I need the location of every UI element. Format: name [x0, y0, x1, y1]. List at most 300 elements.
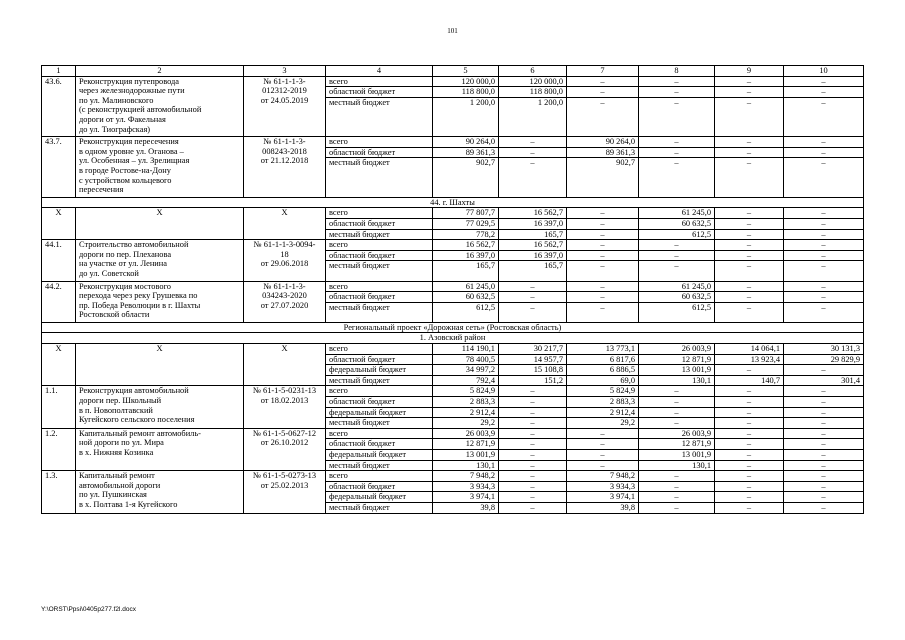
- amount-cell: 26 003,9: [639, 428, 715, 439]
- amount-cell: 12 871,9: [433, 439, 499, 450]
- amount-cell: –: [784, 97, 864, 136]
- expertise-code-line: № 61-1-1-3-: [263, 76, 306, 86]
- amount-cell: –: [499, 397, 567, 408]
- column-number: 3: [244, 66, 326, 77]
- item-number: Х: [42, 344, 76, 386]
- funding-source: областной бюджет: [326, 292, 433, 303]
- expertise-code-line: № 61-1-5-0231-13: [252, 386, 317, 396]
- amount-cell: –: [715, 147, 784, 158]
- expertise-code-line: 012312-2019: [262, 86, 307, 96]
- column-number: 7: [567, 66, 639, 77]
- amount-cell: –: [715, 418, 784, 429]
- amount-cell: –: [499, 460, 567, 471]
- funding-source: местный бюджет: [326, 261, 433, 281]
- object-name-line: Реконструкция мостового: [79, 281, 171, 291]
- object-name-line: Ростовской области: [79, 310, 150, 320]
- amount-cell: 12 871,9: [639, 439, 715, 450]
- amount-cell: –: [784, 450, 864, 461]
- funding-source: всего: [326, 281, 433, 292]
- column-number: 4: [326, 66, 433, 77]
- amount-cell: –: [784, 147, 864, 158]
- expertise-code: [244, 281, 326, 322]
- amount-cell: –: [639, 137, 715, 148]
- amount-cell: –: [567, 218, 639, 229]
- amount-cell: 61 245,0: [639, 208, 715, 219]
- amount-cell: 902,7: [433, 158, 499, 197]
- amount-cell: –: [499, 386, 567, 397]
- object-name-line: до ул. Советской: [79, 268, 139, 278]
- amount-cell: –: [784, 460, 864, 471]
- funding-source: всего: [326, 386, 433, 397]
- object-name: [76, 240, 244, 281]
- column-number: 9: [715, 66, 784, 77]
- amount-cell: –: [639, 397, 715, 408]
- funding-source: местный бюджет: [326, 418, 433, 429]
- amount-cell: –: [567, 302, 639, 322]
- item-number: 43.6.: [42, 76, 76, 137]
- amount-cell: –: [567, 439, 639, 450]
- amount-cell: 2 912,4: [433, 407, 499, 418]
- amount-cell: –: [784, 137, 864, 148]
- amount-cell: –: [639, 471, 715, 482]
- funding-source: областной бюджет: [326, 218, 433, 229]
- object-name-line: дороги пер. Школьный: [79, 396, 162, 406]
- amount-cell: –: [715, 407, 784, 418]
- amount-cell: 118 800,0: [499, 87, 567, 98]
- object-name-line: по ул. Малиновского: [79, 95, 154, 105]
- amount-cell: –: [499, 439, 567, 450]
- object-name-line: в одном уровне ул. Оганова –: [79, 146, 184, 156]
- amount-cell: 7 948,2: [567, 471, 639, 482]
- expertise-code-line: Х: [281, 208, 288, 218]
- table-row: [42, 428, 864, 439]
- amount-cell: –: [784, 428, 864, 439]
- object-name-line: автомобильной дороги: [79, 480, 161, 490]
- funding-source: всего: [326, 76, 433, 87]
- amount-cell: 1 200,0: [433, 97, 499, 136]
- amount-cell: –: [639, 481, 715, 492]
- amount-cell: –: [715, 439, 784, 450]
- funding-source: местный бюджет: [326, 158, 433, 197]
- amount-cell: –: [639, 502, 715, 513]
- amount-cell: 13 001,9: [639, 365, 715, 376]
- funding-source: федеральный бюджет: [326, 450, 433, 461]
- amount-cell: –: [639, 407, 715, 418]
- amount-cell: 120 000,0: [433, 76, 499, 87]
- amount-cell: 6 886,5: [567, 365, 639, 376]
- amount-cell: –: [784, 76, 864, 87]
- section-row: [42, 197, 864, 208]
- column-number: 5: [433, 66, 499, 77]
- amount-cell: 16 562,7: [499, 208, 567, 219]
- amount-cell: –: [784, 407, 864, 418]
- amount-cell: –: [639, 250, 715, 261]
- amount-cell: 60 632,5: [639, 218, 715, 229]
- amount-cell: –: [784, 481, 864, 492]
- amount-cell: –: [715, 250, 784, 261]
- amount-cell: 26 003,9: [433, 428, 499, 439]
- amount-cell: –: [499, 302, 567, 322]
- amount-cell: –: [784, 471, 864, 482]
- funding-source: всего: [326, 471, 433, 482]
- funding-source: областной бюджет: [326, 481, 433, 492]
- amount-cell: 77 029,5: [433, 218, 499, 229]
- amount-cell: 13 923,4: [715, 354, 784, 365]
- amount-cell: –: [499, 158, 567, 197]
- item-number: 1.3.: [42, 471, 76, 513]
- amount-cell: –: [715, 76, 784, 87]
- section-row: [42, 333, 864, 344]
- amount-cell: –: [567, 240, 639, 251]
- column-number: 6: [499, 66, 567, 77]
- amount-cell: 16 397,0: [433, 250, 499, 261]
- amount-cell: –: [715, 281, 784, 292]
- object-name-line: до ул. Тиографская): [79, 124, 151, 134]
- amount-cell: 151,2: [499, 375, 567, 386]
- expertise-code-line: от 18.02.2013: [260, 396, 309, 406]
- amount-cell: –: [784, 281, 864, 292]
- amount-cell: 165,7: [499, 229, 567, 240]
- amount-cell: –: [715, 460, 784, 471]
- amount-cell: 30 131,3: [784, 344, 864, 355]
- funding-source: местный бюджет: [326, 460, 433, 471]
- amount-cell: 29 829,9: [784, 354, 864, 365]
- funding-source: областной бюджет: [326, 397, 433, 408]
- amount-cell: 120 000,0: [499, 76, 567, 87]
- item-number: 44.1.: [42, 240, 76, 281]
- amount-cell: 16 562,7: [433, 240, 499, 251]
- object-name-line: ной дороги по ул. Мира: [79, 438, 164, 448]
- amount-cell: –: [639, 240, 715, 251]
- amount-cell: –: [715, 229, 784, 240]
- amount-cell: –: [639, 147, 715, 158]
- table-row: [42, 208, 864, 219]
- amount-cell: –: [784, 250, 864, 261]
- amount-cell: –: [567, 428, 639, 439]
- amount-cell: –: [784, 302, 864, 322]
- column-number: 10: [784, 66, 864, 77]
- amount-cell: 16 397,0: [499, 250, 567, 261]
- amount-cell: 5 824,9: [567, 386, 639, 397]
- funding-source: федеральный бюджет: [326, 365, 433, 376]
- amount-cell: –: [784, 492, 864, 503]
- amount-cell: 16 397,0: [499, 218, 567, 229]
- amount-cell: –: [567, 450, 639, 461]
- amount-cell: 13 001,9: [639, 450, 715, 461]
- amount-cell: –: [784, 397, 864, 408]
- amount-cell: –: [499, 281, 567, 292]
- amount-cell: 3 934,3: [433, 481, 499, 492]
- amount-cell: –: [567, 76, 639, 87]
- section-title: 1. Азовский район: [42, 333, 864, 344]
- object-name-line: пр. Победа Революции в г. Шахты: [79, 300, 201, 310]
- amount-cell: 2 883,3: [433, 397, 499, 408]
- amount-cell: –: [715, 158, 784, 197]
- amount-cell: –: [715, 481, 784, 492]
- item-number: 1.2.: [42, 428, 76, 470]
- amount-cell: –: [499, 471, 567, 482]
- amount-cell: –: [499, 418, 567, 429]
- amount-cell: –: [639, 492, 715, 503]
- column-number: 2: [76, 66, 244, 77]
- object-name-line: ул. Особенная – ул. Зрелищная: [79, 156, 190, 166]
- expertise-code: [244, 344, 326, 386]
- amount-cell: 61 245,0: [433, 281, 499, 292]
- amount-cell: –: [499, 407, 567, 418]
- amount-cell: –: [639, 87, 715, 98]
- object-name-line: Х: [156, 344, 163, 354]
- object-name-line: дороги от ул. Факельная: [79, 114, 166, 124]
- table-row: [42, 281, 864, 292]
- expertise-code-line: № 61-1-5-0627-12: [252, 428, 317, 438]
- amount-cell: –: [639, 418, 715, 429]
- amount-cell: 60 632,5: [433, 292, 499, 303]
- amount-cell: 2 912,4: [567, 407, 639, 418]
- object-name: [76, 386, 244, 428]
- amount-cell: 14 957,7: [499, 354, 567, 365]
- funding-source: местный бюджет: [326, 375, 433, 386]
- amount-cell: –: [784, 386, 864, 397]
- amount-cell: –: [784, 229, 864, 240]
- expertise-code-line: от 27.07.2020: [260, 300, 309, 310]
- funding-source: местный бюджет: [326, 502, 433, 513]
- amount-cell: –: [567, 208, 639, 219]
- funding-source: местный бюджет: [326, 302, 433, 322]
- funding-source: областной бюджет: [326, 439, 433, 450]
- object-name-line: Капитальный ремонт: [79, 471, 155, 481]
- amount-cell: –: [784, 418, 864, 429]
- amount-cell: –: [784, 218, 864, 229]
- amount-cell: –: [715, 450, 784, 461]
- amount-cell: –: [715, 218, 784, 229]
- expertise-code: [244, 240, 326, 281]
- amount-cell: 130,1: [639, 460, 715, 471]
- amount-cell: –: [567, 250, 639, 261]
- amount-cell: –: [499, 492, 567, 503]
- object-name: [76, 208, 244, 240]
- amount-cell: 69,0: [567, 375, 639, 386]
- object-name-line: Капитальный ремонт автомобиль-: [79, 428, 201, 438]
- amount-cell: –: [499, 147, 567, 158]
- amount-cell: –: [715, 471, 784, 482]
- section-title: Региональный проект «Дорожная сеть» (Ростовская область): [42, 322, 864, 333]
- object-name-line: Строительство автомобильной: [79, 240, 189, 250]
- expertise-code-line: от 25.02.2013: [260, 480, 309, 490]
- table-row: [42, 344, 864, 355]
- amount-cell: 130,1: [639, 375, 715, 386]
- object-name-line: через железнодорожные пути: [79, 86, 185, 96]
- table-row: [42, 240, 864, 251]
- object-name: [76, 344, 244, 386]
- amount-cell: –: [499, 481, 567, 492]
- file-path-footer: Y:\ORST\Ppsi\0405p277.f2l.docx: [41, 606, 137, 613]
- amount-cell: –: [567, 460, 639, 471]
- table-row: [42, 76, 864, 87]
- object-name-line: перехода через реку Грушевка по: [79, 291, 198, 301]
- amount-cell: –: [715, 502, 784, 513]
- amount-cell: 39,8: [567, 502, 639, 513]
- expertise-code-line: № 61-1-1-3-: [263, 281, 306, 291]
- object-name-line: (с реконструкцией автомобильной: [79, 105, 202, 115]
- amount-cell: 792,4: [433, 375, 499, 386]
- amount-cell: –: [715, 87, 784, 98]
- object-name-line: Х: [156, 208, 163, 218]
- funding-source: областной бюджет: [326, 354, 433, 365]
- amount-cell: –: [784, 261, 864, 281]
- amount-cell: 29,2: [433, 418, 499, 429]
- object-name-line: Кугейского сельского поселения: [79, 415, 195, 425]
- amount-cell: –: [567, 87, 639, 98]
- funding-source: областной бюджет: [326, 147, 433, 158]
- amount-cell: –: [499, 502, 567, 513]
- object-name-line: на участке от ул. Ленина: [79, 259, 167, 269]
- amount-cell: –: [715, 292, 784, 303]
- object-name-line: пересечения: [79, 185, 124, 195]
- expertise-code-line: Х: [281, 344, 288, 354]
- amount-cell: 612,5: [639, 302, 715, 322]
- amount-cell: –: [784, 87, 864, 98]
- funding-source: всего: [326, 344, 433, 355]
- amount-cell: –: [639, 386, 715, 397]
- section-row: [42, 322, 864, 333]
- amount-cell: 26 003,9: [639, 344, 715, 355]
- amount-cell: –: [499, 428, 567, 439]
- expertise-code-line: от 29.06.2018: [260, 259, 309, 269]
- column-number: 1: [42, 66, 76, 77]
- expertise-code: [244, 137, 326, 198]
- funding-source: всего: [326, 428, 433, 439]
- expertise-code-line: от 26.10.2012: [260, 438, 309, 448]
- amount-cell: –: [639, 76, 715, 87]
- amount-cell: 902,7: [567, 158, 639, 197]
- expertise-code-line: № 61-1-1-3-: [263, 137, 306, 147]
- object-name-line: Реконструкция автомобильной: [79, 386, 189, 396]
- amount-cell: 3 934,3: [567, 481, 639, 492]
- expertise-code-line: № 61-1-5-0273-13: [252, 471, 317, 481]
- amount-cell: 34 997,2: [433, 365, 499, 376]
- amount-cell: –: [715, 208, 784, 219]
- object-name: [76, 428, 244, 470]
- amount-cell: –: [639, 97, 715, 136]
- object-name-line: дороги по пер. Плеханова: [79, 249, 172, 259]
- amount-cell: 89 361,3: [567, 147, 639, 158]
- object-name: [76, 137, 244, 198]
- amount-cell: –: [567, 97, 639, 136]
- expertise-code-line: от 24.05.2019: [260, 95, 309, 105]
- amount-cell: 90 264,0: [433, 137, 499, 148]
- expertise-code-line: № 61-1-1-3-0094-: [253, 240, 316, 250]
- expertise-code: [244, 208, 326, 240]
- section-title: 44. г. Шахты: [42, 197, 864, 208]
- table-row: [42, 471, 864, 482]
- amount-cell: 12 871,9: [639, 354, 715, 365]
- amount-cell: –: [784, 240, 864, 251]
- amount-cell: 13 773,1: [567, 344, 639, 355]
- amount-cell: 89 361,3: [433, 147, 499, 158]
- amount-cell: 13 001,9: [433, 450, 499, 461]
- amount-cell: –: [715, 240, 784, 251]
- amount-cell: –: [784, 158, 864, 197]
- expertise-code: [244, 428, 326, 470]
- amount-cell: –: [567, 261, 639, 281]
- amount-cell: –: [499, 137, 567, 148]
- expertise-code: [244, 471, 326, 513]
- amount-cell: 29,2: [567, 418, 639, 429]
- amount-cell: 78 400,5: [433, 354, 499, 365]
- expertise-code-line: от 21.12.2018: [260, 156, 309, 166]
- funding-source: всего: [326, 208, 433, 219]
- amount-cell: –: [784, 365, 864, 376]
- amount-cell: –: [715, 137, 784, 148]
- amount-cell: 60 632,5: [639, 292, 715, 303]
- amount-cell: –: [499, 292, 567, 303]
- amount-cell: –: [715, 397, 784, 408]
- amount-cell: 1 200,0: [499, 97, 567, 136]
- amount-cell: –: [639, 261, 715, 281]
- funding-source: областной бюджет: [326, 87, 433, 98]
- object-name-line: в п. Новополтавский: [79, 405, 153, 415]
- expertise-code-line: 008243-2018: [262, 146, 307, 156]
- amount-cell: –: [639, 158, 715, 197]
- amount-cell: 61 245,0: [639, 281, 715, 292]
- amount-cell: 612,5: [433, 302, 499, 322]
- budget-table: [41, 65, 864, 514]
- item-number: 43.7.: [42, 137, 76, 198]
- funding-source: всего: [326, 137, 433, 148]
- amount-cell: 118 800,0: [433, 87, 499, 98]
- amount-cell: –: [784, 439, 864, 450]
- amount-cell: 15 108,8: [499, 365, 567, 376]
- object-name-line: с устройством кольцевого: [79, 175, 172, 185]
- table-row: [42, 386, 864, 397]
- amount-cell: 140,7: [715, 375, 784, 386]
- object-name-line: Реконструкция пересечения: [79, 137, 179, 147]
- amount-cell: 14 064,1: [715, 344, 784, 355]
- amount-cell: 3 974,1: [567, 492, 639, 503]
- object-name-line: Реконструкция путепровода: [79, 76, 180, 86]
- amount-cell: 90 264,0: [567, 137, 639, 148]
- object-name: [76, 471, 244, 513]
- amount-cell: 165,7: [433, 261, 499, 281]
- item-number: Х: [42, 208, 76, 240]
- column-number: 8: [639, 66, 715, 77]
- amount-cell: 2 883,3: [567, 397, 639, 408]
- expertise-code: [244, 76, 326, 137]
- amount-cell: –: [567, 229, 639, 240]
- object-name-line: в городе Ростове-на-Дону: [79, 165, 171, 175]
- amount-cell: –: [715, 302, 784, 322]
- column-number-row: [42, 66, 864, 77]
- amount-cell: 77 807,7: [433, 208, 499, 219]
- amount-cell: 16 562,7: [499, 240, 567, 251]
- expertise-code-line: 034243-2020: [262, 291, 307, 301]
- page-number: 101: [447, 27, 458, 35]
- item-number: 1.1.: [42, 386, 76, 428]
- object-name: [76, 76, 244, 137]
- object-name-line: в х. Полтава 1-я Кугейского: [79, 499, 178, 509]
- funding-source: всего: [326, 240, 433, 251]
- amount-cell: 39,8: [433, 502, 499, 513]
- amount-cell: 612,5: [639, 229, 715, 240]
- amount-cell: –: [715, 428, 784, 439]
- amount-cell: –: [715, 492, 784, 503]
- amount-cell: 30 217,7: [499, 344, 567, 355]
- table-row: [42, 137, 864, 148]
- amount-cell: –: [715, 386, 784, 397]
- amount-cell: 165,7: [499, 261, 567, 281]
- amount-cell: 7 948,2: [433, 471, 499, 482]
- funding-source: местный бюджет: [326, 97, 433, 136]
